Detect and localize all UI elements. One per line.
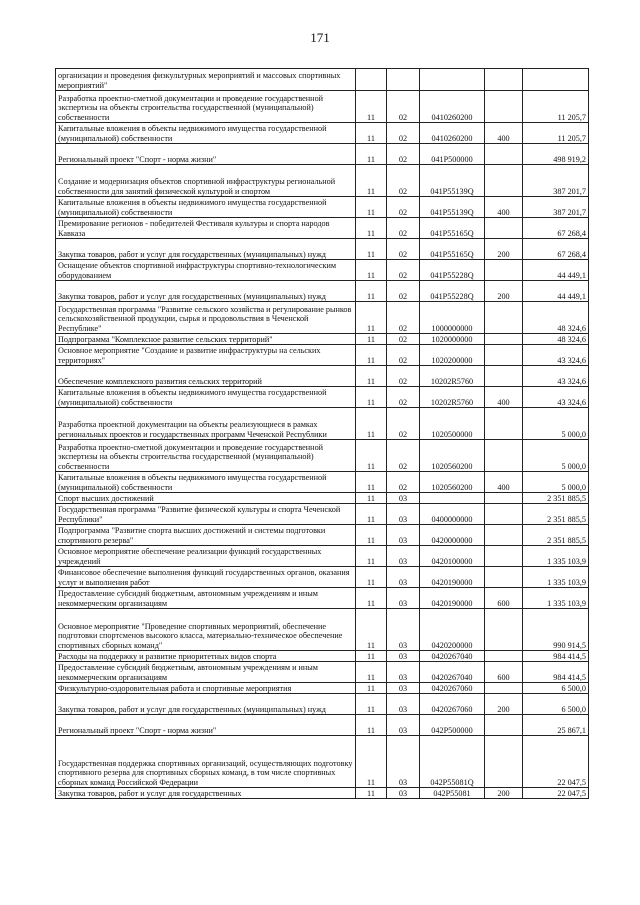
- row-subsection: [387, 69, 420, 91]
- row-name: Государственная программа "Развитие физической культуры и спорта Чеченской Республики": [56, 504, 356, 525]
- row-name: Закупка товаров, работ и услуг для государственных (муниципальных) нужд: [56, 239, 356, 260]
- row-section: 11: [356, 736, 387, 788]
- table-row: [56, 408, 589, 440]
- table-row: [56, 567, 589, 588]
- row-name: Закупка товаров, работ и услуг для государственных: [56, 788, 356, 799]
- row-subsection: 03: [387, 493, 420, 504]
- row-name: Физкультурно-оздоровительная работа и спортивные мероприятия: [56, 683, 356, 694]
- row-expense-type: [485, 683, 523, 694]
- row-section: 11: [356, 567, 387, 588]
- row-name: Предоставление субсидий бюджетным, автономным учреждениям и иным некоммерческим организациям: [56, 662, 356, 683]
- row-amount: 5 000,0: [523, 472, 589, 493]
- row-name: Государственная программа "Развитие сельского хозяйства и регулирование рынков сельскохозяйственной продукции, сырья и продовольствия в Чеченской Республике": [56, 302, 356, 334]
- row-target-article: [420, 69, 485, 91]
- row-target-article: 0400000000: [420, 504, 485, 525]
- row-target-article: 10202R5760: [420, 366, 485, 387]
- row-section: 11: [356, 546, 387, 567]
- row-amount: 48 324,6: [523, 334, 589, 345]
- row-section: 11: [356, 525, 387, 546]
- row-target-article: 041P55139Q: [420, 197, 485, 218]
- row-section: 11: [356, 144, 387, 165]
- row-section: 11: [356, 123, 387, 144]
- row-amount: 6 500,0: [523, 683, 589, 694]
- row-target-article: 10202R5760: [420, 387, 485, 408]
- row-amount: 1 335 103,9: [523, 588, 589, 609]
- row-target-article: 041P55165Q: [420, 218, 485, 239]
- row-target-article: 1000000000: [420, 302, 485, 334]
- row-subsection: 03: [387, 715, 420, 736]
- row-name: Закупка товаров, работ и услуг для государственных (муниципальных) нужд: [56, 694, 356, 715]
- row-expense-type: 400: [485, 472, 523, 493]
- row-target-article: 042P55081Q: [420, 736, 485, 788]
- row-expense-type: 600: [485, 662, 523, 683]
- row-expense-type: 200: [485, 788, 523, 799]
- row-name: Основное мероприятие "Проведение спортивных мероприятий, обеспечение подготовки спортсменов высокого класса, материально-техническое обеспечение спортивных сборных команд": [56, 609, 356, 651]
- row-target-article: 0420267060: [420, 683, 485, 694]
- row-target-article: 0420267060: [420, 694, 485, 715]
- row-name: Расходы на поддержку и развитие приоритетных видов спорта: [56, 651, 356, 662]
- row-expense-type: [485, 408, 523, 440]
- row-amount: 43 324,6: [523, 345, 589, 366]
- row-subsection: 03: [387, 588, 420, 609]
- row-expense-type: [485, 736, 523, 788]
- row-amount: [523, 69, 589, 91]
- row-subsection: 02: [387, 239, 420, 260]
- row-expense-type: [485, 504, 523, 525]
- row-expense-type: 200: [485, 239, 523, 260]
- row-section: 11: [356, 493, 387, 504]
- row-target-article: 041P55228Q: [420, 260, 485, 281]
- row-target-article: 1020000000: [420, 334, 485, 345]
- row-subsection: 02: [387, 91, 420, 123]
- row-amount: 498 919,2: [523, 144, 589, 165]
- table-row: [56, 504, 589, 525]
- row-amount: 2 351 885,5: [523, 504, 589, 525]
- row-subsection: 02: [387, 123, 420, 144]
- row-expense-type: [485, 260, 523, 281]
- row-name: Капитальные вложения в объекты недвижимого имущества государственной (муниципальной) собственности: [56, 123, 356, 144]
- table-row: [56, 345, 589, 366]
- table-row: [56, 493, 589, 504]
- table-row: [56, 144, 589, 165]
- table-row: [56, 69, 589, 91]
- row-expense-type: [485, 609, 523, 651]
- row-name: Региональный проект "Спорт - норма жизни": [56, 144, 356, 165]
- row-name: Закупка товаров, работ и услуг для государственных (муниципальных) нужд: [56, 281, 356, 302]
- table-row: [56, 472, 589, 493]
- row-expense-type: [485, 651, 523, 662]
- row-expense-type: [485, 567, 523, 588]
- row-name: Обеспечение комплексного развития сельских территорий: [56, 366, 356, 387]
- row-subsection: 02: [387, 345, 420, 366]
- row-amount: 25 867,1: [523, 715, 589, 736]
- row-expense-type: 400: [485, 197, 523, 218]
- row-subsection: 03: [387, 736, 420, 788]
- row-expense-type: [485, 493, 523, 504]
- table-row: [56, 91, 589, 123]
- row-amount: 22 047,5: [523, 736, 589, 788]
- row-amount: 984 414,5: [523, 662, 589, 683]
- row-name: Капитальные вложения в объекты недвижимого имущества государственной (муниципальной) собственности: [56, 387, 356, 408]
- table-row: [56, 165, 589, 197]
- row-subsection: 03: [387, 662, 420, 683]
- row-name: Разработка проектной документации на объекты реализующиеся в рамках региональных проектов и государственных программ Чеченской Республики: [56, 408, 356, 440]
- row-target-article: 0410260200: [420, 123, 485, 144]
- row-section: 11: [356, 440, 387, 472]
- row-section: 11: [356, 715, 387, 736]
- row-subsection: 02: [387, 334, 420, 345]
- row-section: 11: [356, 281, 387, 302]
- row-target-article: 042P55081: [420, 788, 485, 799]
- row-target-article: 0410260200: [420, 91, 485, 123]
- row-expense-type: 200: [485, 281, 523, 302]
- row-expense-type: [485, 302, 523, 334]
- row-expense-type: 200: [485, 694, 523, 715]
- row-target-article: 041P55165Q: [420, 239, 485, 260]
- row-subsection: 03: [387, 683, 420, 694]
- row-expense-type: [485, 366, 523, 387]
- row-expense-type: [485, 334, 523, 345]
- row-name: Региональный проект "Спорт - норма жизни": [56, 715, 356, 736]
- row-amount: 5 000,0: [523, 408, 589, 440]
- row-amount: 43 324,6: [523, 387, 589, 408]
- row-subsection: 02: [387, 366, 420, 387]
- row-target-article: 1020560200: [420, 440, 485, 472]
- row-target-article: [420, 493, 485, 504]
- row-name: Премирование регионов - победителей Фестиваля культуры и спорта народов Кавказа: [56, 218, 356, 239]
- row-section: 11: [356, 788, 387, 799]
- row-amount: 44 449,1: [523, 281, 589, 302]
- row-expense-type: [485, 440, 523, 472]
- row-name: Спорт высших достижений: [56, 493, 356, 504]
- row-expense-type: 600: [485, 588, 523, 609]
- row-expense-type: [485, 715, 523, 736]
- row-section: 11: [356, 694, 387, 715]
- row-amount: 1 335 103,9: [523, 546, 589, 567]
- row-subsection: 02: [387, 281, 420, 302]
- row-section: 11: [356, 165, 387, 197]
- row-subsection: 02: [387, 387, 420, 408]
- row-section: 11: [356, 662, 387, 683]
- table-row: [56, 609, 589, 651]
- row-name: Государственная поддержка спортивных организаций, осуществляющих подготовку спортивного резерва для спортивных сборных команд, в том числе спортивных сборных команд Российской Федерации: [56, 736, 356, 788]
- table-row: [56, 387, 589, 408]
- row-subsection: 03: [387, 694, 420, 715]
- row-subsection: 02: [387, 165, 420, 197]
- row-section: 11: [356, 588, 387, 609]
- row-target-article: 0420267040: [420, 651, 485, 662]
- row-name: Капитальные вложения в объекты недвижимого имущества государственной (муниципальной) собственности: [56, 197, 356, 218]
- row-name: Подпрограмма "Комплексное развитие сельских территорий": [56, 334, 356, 345]
- table-row: [56, 736, 589, 788]
- row-section: 11: [356, 472, 387, 493]
- row-section: 11: [356, 408, 387, 440]
- row-expense-type: [485, 144, 523, 165]
- row-target-article: 041P55228Q: [420, 281, 485, 302]
- table-row: [56, 123, 589, 144]
- row-section: 11: [356, 387, 387, 408]
- table-row: [56, 366, 589, 387]
- row-section: 11: [356, 197, 387, 218]
- table-row: [56, 525, 589, 546]
- row-name: Оснащение объектов спортивной инфраструктуры спортивно-технологическим оборудованием: [56, 260, 356, 281]
- row-expense-type: [485, 546, 523, 567]
- row-subsection: 02: [387, 440, 420, 472]
- table-row: [56, 260, 589, 281]
- table-row: [56, 715, 589, 736]
- row-section: 11: [356, 504, 387, 525]
- table-row: [56, 440, 589, 472]
- row-target-article: 1020560200: [420, 472, 485, 493]
- table-row: [56, 546, 589, 567]
- row-expense-type: [485, 525, 523, 546]
- budget-table-body: [56, 69, 589, 799]
- row-name: Разработка проектно-сметной документации и проведение государственной экспертизы на объекты строительства государственной (муниципальной) собственности: [56, 91, 356, 123]
- row-amount: 48 324,6: [523, 302, 589, 334]
- row-section: 11: [356, 218, 387, 239]
- table-row: [56, 197, 589, 218]
- row-target-article: 1020200000: [420, 345, 485, 366]
- row-name: Финансовое обеспечение выполнения функций государственных органов, оказания услуг и выполнения работ: [56, 567, 356, 588]
- row-subsection: 02: [387, 260, 420, 281]
- row-expense-type: 400: [485, 123, 523, 144]
- table-row: [56, 588, 589, 609]
- row-target-article: 0420100000: [420, 546, 485, 567]
- row-name: Капитальные вложения в объекты недвижимого имущества государственной (муниципальной) собственности: [56, 472, 356, 493]
- table-row: [56, 662, 589, 683]
- row-subsection: 03: [387, 651, 420, 662]
- row-expense-type: [485, 345, 523, 366]
- row-amount: 44 449,1: [523, 260, 589, 281]
- row-amount: 67 268,4: [523, 218, 589, 239]
- table-row: [56, 683, 589, 694]
- row-amount: 1 335 103,9: [523, 567, 589, 588]
- row-amount: 6 500,0: [523, 694, 589, 715]
- row-section: 11: [356, 239, 387, 260]
- row-expense-type: [485, 69, 523, 91]
- row-target-article: 0420190000: [420, 567, 485, 588]
- row-section: 11: [356, 345, 387, 366]
- row-target-article: 0420190000: [420, 588, 485, 609]
- row-target-article: 041P55139Q: [420, 165, 485, 197]
- row-name: организации и проведения физкультурных мероприятий и массовых спортивных мероприятий": [56, 69, 356, 91]
- row-amount: 990 914,5: [523, 609, 589, 651]
- row-name: Разработка проектно-сметной документации и проведение государственной экспертизы на объекты строительства государственной (муниципальной) собственности: [56, 440, 356, 472]
- page-number: 171: [310, 30, 330, 45]
- row-subsection: 03: [387, 504, 420, 525]
- row-section: [356, 69, 387, 91]
- table-row: [56, 651, 589, 662]
- row-amount: 43 324,6: [523, 366, 589, 387]
- table-row: [56, 334, 589, 345]
- row-subsection: 02: [387, 302, 420, 334]
- row-section: 11: [356, 366, 387, 387]
- row-subsection: 02: [387, 408, 420, 440]
- table-row: [56, 302, 589, 334]
- row-subsection: 03: [387, 609, 420, 651]
- row-section: 11: [356, 609, 387, 651]
- table-row: [56, 788, 589, 799]
- row-expense-type: [485, 165, 523, 197]
- row-name: Основное мероприятие "Создание и развитие инфраструктуры на сельских территориях": [56, 345, 356, 366]
- row-amount: 22 047,5: [523, 788, 589, 799]
- row-section: 11: [356, 683, 387, 694]
- row-amount: 67 268,4: [523, 239, 589, 260]
- row-name: Предоставление субсидий бюджетным, автономным учреждениям и иным некоммерческим организациям: [56, 588, 356, 609]
- table-row: [56, 218, 589, 239]
- row-amount: 11 205,7: [523, 123, 589, 144]
- row-expense-type: [485, 91, 523, 123]
- row-subsection: 03: [387, 525, 420, 546]
- row-amount: 11 205,7: [523, 91, 589, 123]
- row-name: Основное мероприятие обеспечение реализации функций государственных учреждений: [56, 546, 356, 567]
- row-subsection: 02: [387, 144, 420, 165]
- row-subsection: 02: [387, 197, 420, 218]
- row-amount: 2 351 885,5: [523, 525, 589, 546]
- row-subsection: 02: [387, 218, 420, 239]
- row-amount: 387 201,7: [523, 165, 589, 197]
- row-section: 11: [356, 651, 387, 662]
- row-target-article: 0420267040: [420, 662, 485, 683]
- table-row: [56, 694, 589, 715]
- row-target-article: 042P500000: [420, 715, 485, 736]
- row-expense-type: 400: [485, 387, 523, 408]
- row-subsection: 03: [387, 546, 420, 567]
- row-amount: 387 201,7: [523, 197, 589, 218]
- row-target-article: 0420000000: [420, 525, 485, 546]
- row-subsection: 02: [387, 472, 420, 493]
- row-section: 11: [356, 334, 387, 345]
- row-name: Подпрограмма "Развитие спорта высших достижений и системы подготовки спортивного резерва": [56, 525, 356, 546]
- row-amount: 2 351 885,5: [523, 493, 589, 504]
- row-expense-type: [485, 218, 523, 239]
- row-section: 11: [356, 260, 387, 281]
- row-amount: 984 414,5: [523, 651, 589, 662]
- table-row: [56, 281, 589, 302]
- budget-table: [55, 68, 589, 799]
- row-amount: 5 000,0: [523, 440, 589, 472]
- row-subsection: 03: [387, 567, 420, 588]
- row-target-article: 1020500000: [420, 408, 485, 440]
- row-subsection: 03: [387, 788, 420, 799]
- row-name: Создание и модернизация объектов спортивной инфраструктуры региональной собственности для занятий физической культурой и спортом: [56, 165, 356, 197]
- table-row: [56, 239, 589, 260]
- row-target-article: 041P500000: [420, 144, 485, 165]
- row-target-article: 0420200000: [420, 609, 485, 651]
- row-section: 11: [356, 91, 387, 123]
- row-section: 11: [356, 302, 387, 334]
